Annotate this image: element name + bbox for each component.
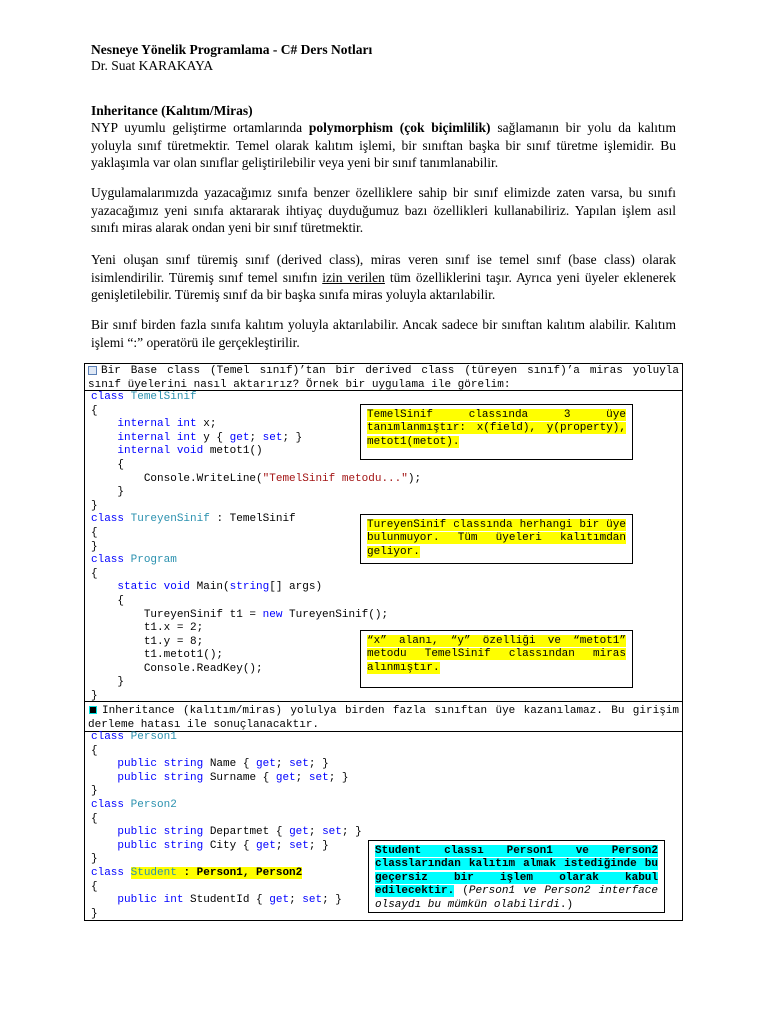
code-line: public string Surname { get; set; } [117,771,349,784]
code-line: } [91,540,98,553]
code-block-2 [91,731,362,921]
note-2-text: Inheritance (kalıtım/miras) yolulya birden fazla sınıftan üye kazanılamaz. Bu girişim derleme hatası ile sonuçlanacaktır. [88,705,679,731]
code-line: t1.y = 8; [143,635,204,648]
paragraph-1 [91,119,676,172]
paragraph-3-text-b: tüm özelliklerini taşır. Ayrıca yeni üyeler eklenerek genişletilebilir. Türemiş sınıf da bir başka sınıfa miras yoluyla aktarılabilir. [91,269,676,302]
code-line: { [91,880,98,893]
code-line: class TemelSinif [91,391,197,403]
paragraph-2: Uygulamalarımızda yazacağımız sınıfa benzer özelliklere sahip bir sınıf elimizde zaten varsa, bu sınıfı yazacağımız yeni sınıfa aktararak ihtiyaç duyduğumuz bazı özellikleri kullanabiliriz. Yapılan işlem asıl sınıfı miras alarak ondan yeni bir sınıf türetmektir. [91,185,676,235]
note-1-text: Bir Base class (Temel sınıf)’tan bir derived class (türeyen sınıf)’a miras yoluyla sınıf üyelerini nasıl aktarırız? Örnek bir uygulama ile görelim: [88,365,679,391]
code-line: } [91,907,98,920]
note-1 [88,365,679,392]
document-header-author: Dr. Suat KARAKAYA [91,58,214,73]
code-line: { [117,594,125,607]
code-line: class Program [91,554,177,567]
code-line: public string Departmet { get; set; } [117,826,362,839]
code-line: { [91,526,98,539]
section-title: Inheritance (Kalıtım/Miras) [91,103,253,118]
code-line: internal int y { get; set; } [117,431,303,444]
code-line: } [91,785,98,798]
code-line: class Student : Person1, Person2 [91,866,303,879]
code-line: { [91,404,98,417]
callout-inherited-members: “x” alanı, “y” özelliği ve “metot1” metodu TemelSinif classından miras alınmıştır. [360,630,633,688]
code-line: static void Main(string[] args) [117,581,323,594]
code-line: TureyenSinif t1 = new TureyenSinif(); [143,608,389,621]
divider [85,701,682,702]
code-line: internal void metot1() [117,445,263,458]
code-example-box [84,363,683,921]
paragraph-3-underlined: izin verilen [322,269,385,285]
code-line: t1.metot1(); [143,649,224,662]
code-line: { [91,744,98,757]
notes-bullet-icon [88,366,97,375]
code-line: } [91,499,98,512]
code-line: Console.ReadKey(); [143,662,263,675]
code-line: public string City { get; set; } [117,839,329,852]
code-line: } [117,486,125,499]
code-line: t1.x = 2; [143,622,204,635]
code-line: { [117,458,125,471]
code-line: } [91,853,98,866]
code-line: class Person2 [91,798,177,811]
note-2 [88,705,679,732]
code-line: { [91,567,98,580]
code-line: } [117,676,125,689]
paragraph-3-text-a: Yeni oluşan sınıf türemiş sınıf (derived class), miras veren sınıf ise temel sınıf (base class) olarak isimlendirilir. Türemiş sınıf temel sınıfın [91,252,676,285]
code-line: Console.WriteLine("TemelSinif metodu..."); [143,472,422,485]
callout-temelsinif-members: TemelSinif classında 3 üye tanımlanmıştır: x(field), y(property), metot1(metot). [360,404,633,460]
callout-multiple-inheritance-error: Student classı Person1 ve Person2 classlarından kalıtım almak istediğinde bu geçersiz bir işlem olarak kabul edilecektir. (Person1 ve Person2 interface olsaydı bu mümkün olabilirdi.) [368,840,665,913]
document-header-title: Nesneye Yönelik Programlama - C# Ders Notları [91,42,373,57]
paragraph-1-text-b: sağlamanın bir yolu da kalıtım yoluyla sınıf türetmektir. Temel olarak kalıtım işlemi, bir sınıftan başka bir sınıf türetme işlemidir. Bu yaklaşımla var olan sınıflar geliştirilebilir veya yeni bir sınıf tanımlanabilir. [91,120,677,170]
callout-tureyensinif-empty: TureyenSinif classında herhangi bir üye bulunmuyor. Tüm üyeleri kalıtımdan geliyor. [360,514,633,564]
code-line: internal int x; [117,418,217,431]
code-line: public string Name { get; set; } [117,758,329,771]
code-line: public int StudentId { get; set; } [117,894,342,907]
code-line: class TureyenSinif : TemelSinif [91,513,296,526]
paragraph-1-text-a: NYP uyumlu geliştirme ortamlarında [91,120,309,135]
code-line: } [91,690,98,703]
code-line: { [91,812,98,825]
code-line: class Person1 [91,731,177,743]
paragraph-4: Bir sınıf birden fazla sınıfa kalıtım yoluyla aktarılabilir. Ancak sadece bir sınıftan kalıtım alabilir. Kalıtım işlemi “:” operatörü ile gerçekleştirilir. [91,317,676,350]
paragraph-1-bold-term: polymorphism (çok biçimlilik) [308,120,491,135]
square-bullet-icon [90,707,96,713]
paragraph-3 [91,251,676,304]
